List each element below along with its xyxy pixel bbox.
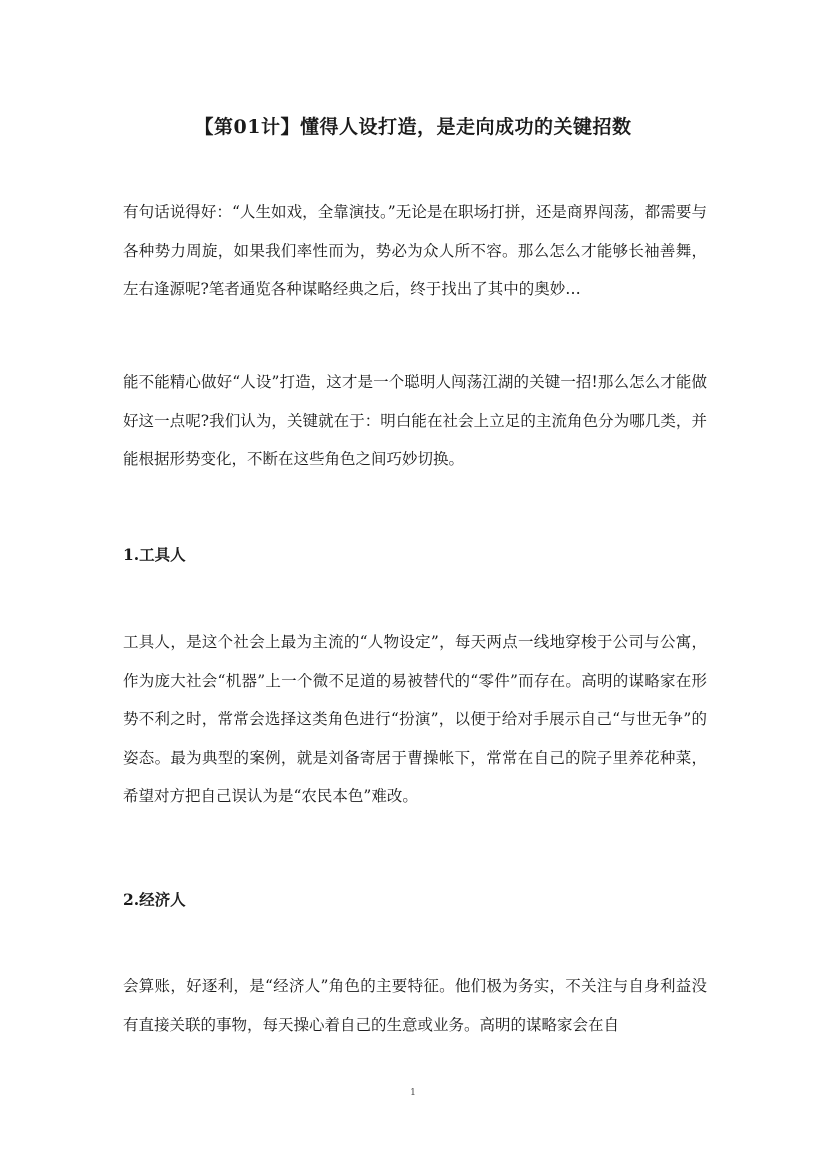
section-heading-economic-person: 2.经济人: [123, 890, 186, 909]
document-title: 【第01计】懂得人设打造，是走向成功的关键招数: [194, 116, 632, 138]
paragraph-persona: 能不能精心做好“人设”打造，这才是一个聪明人闯荡江湖的关键一招!那么怎么才能做好这一点呢?我们认为，关键就在于：明白能在社会上立足的主流角色分为哪几类，并能根据形势变化，不断在这些角色之间巧妙切换。: [123, 373, 707, 468]
paragraph-economic-person: 会算账，好逐利，是“经济人”角色的主要特征。他们极为务实，不关注与自身利益没有直接关联的事物，每天操心着自己的生意或业务。高明的谋略家会在自: [123, 977, 707, 1034]
page-number: 1: [410, 1088, 416, 1098]
section-heading-tool-person: 1.工具人: [123, 545, 186, 564]
paragraph-intro: 有句话说得好：“人生如戏，全靠演技。”无论是在职场打拼，还是商界闯荡，都需要与各种势力周旋，如果我们率性而为，势必为众人所不容。那么怎么才能够长袖善舞，左右逢源呢?笔者通览各种谋略经典之后，终于找出了其中的奥妙…: [123, 203, 707, 298]
paragraph-tool-person: 工具人，是这个社会上最为主流的“人物设定”，每天两点一线地穿梭于公司与公寓，作为庞大社会“机器”上一个微不足道的易被替代的“零件”而存在。高明的谋略家在形势不利之时，常常会选择这类角色进行“扮演”，以便于给对手展示自己“与世无争”的姿态。最为典型的案例，就是刘备寄居于曹操帐下，常常在自己的院子里养花种菜，希望对方把自己误认为是“农民本色”难改。: [123, 633, 707, 805]
